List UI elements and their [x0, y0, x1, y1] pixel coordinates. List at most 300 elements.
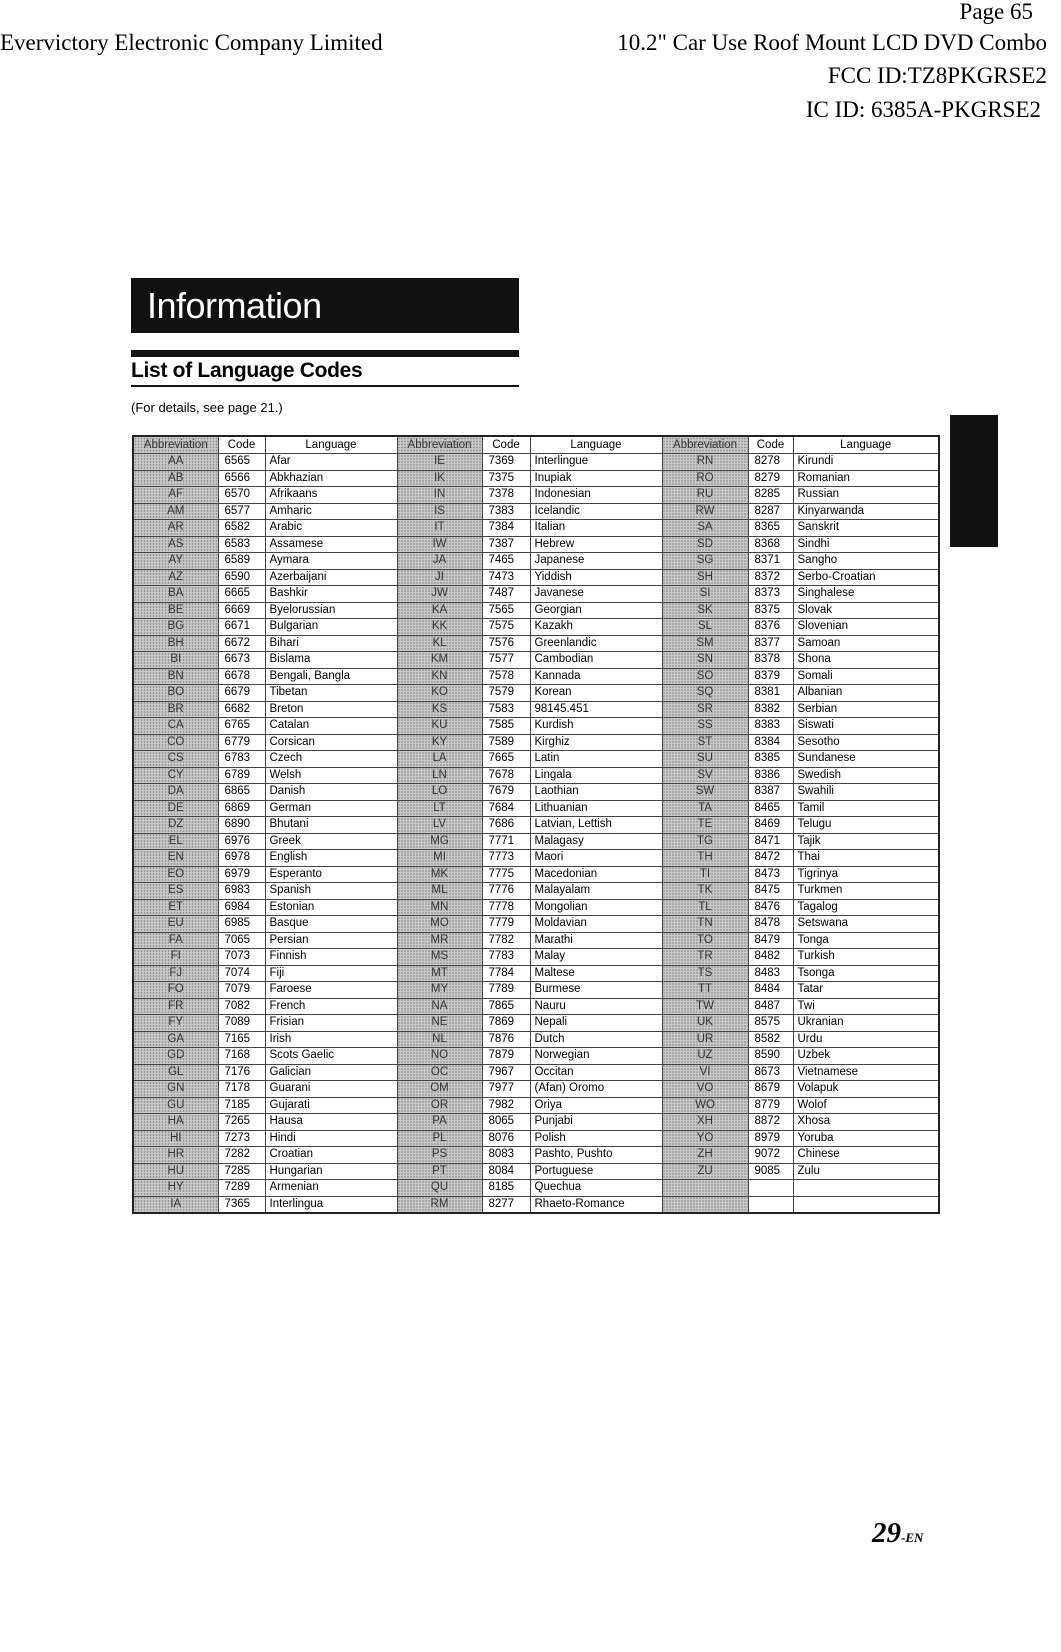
code-cell: 8476	[748, 899, 793, 916]
language-cell: Serbian	[793, 701, 939, 718]
abbreviation-cell: GL	[133, 1064, 218, 1081]
table-row	[133, 1048, 939, 1065]
language-cell: Interlingue	[530, 454, 662, 471]
fcc-id: FCC ID:TZ8PKGRSE2	[827, 63, 1047, 88]
abbreviation-cell: LT	[397, 800, 482, 817]
abbreviation-cell: MN	[397, 899, 482, 916]
language-cell: Javanese	[530, 586, 662, 603]
abbreviation-cell: KS	[397, 701, 482, 718]
code-cell: 6984	[218, 899, 265, 916]
abbreviation-cell: CA	[133, 718, 218, 735]
code-cell: 7783	[482, 949, 530, 966]
abbreviation-cell: KY	[397, 734, 482, 751]
abbreviation-cell: KU	[397, 718, 482, 735]
code-cell: 6682	[218, 701, 265, 718]
code-cell: 6765	[218, 718, 265, 735]
language-cell: Guarani	[265, 1081, 397, 1098]
code-cell: 7782	[482, 932, 530, 949]
language-cell: Siswati	[793, 718, 939, 735]
abbreviation-cell: EU	[133, 916, 218, 933]
code-cell: 7074	[218, 965, 265, 982]
table-row	[133, 1031, 939, 1048]
abbreviation-cell: FJ	[133, 965, 218, 982]
table-row	[133, 965, 939, 982]
language-cell: Greenlandic	[530, 635, 662, 652]
abbreviation-cell: BG	[133, 619, 218, 636]
language-cell: Shona	[793, 652, 939, 669]
language-cell: Sundanese	[793, 751, 939, 768]
abbreviation-cell: RN	[662, 454, 748, 471]
abbreviation-cell: KL	[397, 635, 482, 652]
code-cell: 6783	[218, 751, 265, 768]
code-cell: 7273	[218, 1130, 265, 1147]
abbreviation-cell: FR	[133, 998, 218, 1015]
language-cell: Aymara	[265, 553, 397, 570]
code-cell: 8287	[748, 503, 793, 520]
abbreviation-cell: AA	[133, 454, 218, 471]
code-cell: 7282	[218, 1147, 265, 1164]
code-cell: 8375	[748, 602, 793, 619]
language-cell: Kirghiz	[530, 734, 662, 751]
abbreviation-cell: ZU	[662, 1163, 748, 1180]
code-cell: 8385	[748, 751, 793, 768]
code-cell: 8483	[748, 965, 793, 982]
code-cell: 6590	[218, 569, 265, 586]
abbreviation-cell: KN	[397, 668, 482, 685]
code-cell: 6566	[218, 470, 265, 487]
language-cell: Yiddish	[530, 569, 662, 586]
abbreviation-cell: AF	[133, 487, 218, 504]
abbreviation-cell: AY	[133, 553, 218, 570]
section-underline	[131, 385, 519, 387]
language-cell: Indonesian	[530, 487, 662, 504]
language-cell: Danish	[265, 784, 397, 801]
language-cell: Icelandic	[530, 503, 662, 520]
footer-page-number-value: 29	[872, 1517, 901, 1549]
column-header-abbreviation: Abbreviation	[662, 436, 748, 454]
code-cell: 6678	[218, 668, 265, 685]
side-thumb-tab	[950, 415, 998, 547]
code-cell: 8365	[748, 520, 793, 537]
abbreviation-cell: TE	[662, 817, 748, 834]
abbreviation-cell: GN	[133, 1081, 218, 1098]
code-cell: 7178	[218, 1081, 265, 1098]
abbreviation-cell: DA	[133, 784, 218, 801]
code-cell: 7565	[482, 602, 530, 619]
abbreviation-cell: TG	[662, 833, 748, 850]
code-cell: 7578	[482, 668, 530, 685]
language-cell: Portuguese	[530, 1163, 662, 1180]
page-label: Page	[959, 0, 1005, 24]
language-cell: Hindi	[265, 1130, 397, 1147]
language-cell: Burmese	[530, 982, 662, 999]
table-row	[133, 685, 939, 702]
table-row	[133, 569, 939, 586]
table-row	[133, 833, 939, 850]
code-cell: 7383	[482, 503, 530, 520]
table-row	[133, 454, 939, 471]
abbreviation-cell: TR	[662, 949, 748, 966]
table-row	[133, 503, 939, 520]
table-row	[133, 1130, 939, 1147]
abbreviation-cell: TK	[662, 883, 748, 900]
code-cell: 6669	[218, 602, 265, 619]
language-cell: Malagasy	[530, 833, 662, 850]
abbreviation-cell: DZ	[133, 817, 218, 834]
language-cell: Bulgarian	[265, 619, 397, 636]
language-cell: Maltese	[530, 965, 662, 982]
abbreviation-cell: BO	[133, 685, 218, 702]
code-cell: 7487	[482, 586, 530, 603]
abbreviation-cell: BE	[133, 602, 218, 619]
code-cell: 7369	[482, 454, 530, 471]
company-name: Evervictory Electronic Company Limited	[0, 30, 383, 55]
code-cell: 6570	[218, 487, 265, 504]
table-row	[133, 932, 939, 949]
abbreviation-cell: FO	[133, 982, 218, 999]
language-cell: 98145.451	[530, 701, 662, 718]
code-cell: 8673	[748, 1064, 793, 1081]
code-cell: 7678	[482, 767, 530, 784]
code-cell: 7579	[482, 685, 530, 702]
language-cell: Telugu	[793, 817, 939, 834]
code-cell: 6665	[218, 586, 265, 603]
column-header-abbreviation: Abbreviation	[133, 436, 218, 454]
language-cell: Bashkir	[265, 586, 397, 603]
code-cell: 8387	[748, 784, 793, 801]
column-header-code: Code	[218, 436, 265, 454]
language-cell: Nepali	[530, 1015, 662, 1032]
abbreviation-cell: SD	[662, 536, 748, 553]
language-cell: Sesotho	[793, 734, 939, 751]
section-title: List of Language Codes	[131, 359, 363, 382]
language-cell: Kurdish	[530, 718, 662, 735]
code-cell: 6565	[218, 454, 265, 471]
abbreviation-cell: LN	[397, 767, 482, 784]
ic-id: IC ID: 6385A-PKGRSE2	[805, 97, 1041, 122]
code-cell: 6583	[218, 536, 265, 553]
abbreviation-cell: RO	[662, 470, 748, 487]
language-cell: Mongolian	[530, 899, 662, 916]
language-cell: Kinyarwanda	[793, 503, 939, 520]
abbreviation-cell: UR	[662, 1031, 748, 1048]
abbreviation-cell: RM	[397, 1196, 482, 1213]
table-row	[133, 916, 939, 933]
code-cell: 6976	[218, 833, 265, 850]
language-cell: Uzbek	[793, 1048, 939, 1065]
table-row	[133, 470, 939, 487]
abbreviation-cell: VO	[662, 1081, 748, 1098]
abbreviation-cell: AZ	[133, 569, 218, 586]
language-cell	[793, 1196, 939, 1213]
language-cell: Tagalog	[793, 899, 939, 916]
language-cell: Galician	[265, 1064, 397, 1081]
language-cell: Slovak	[793, 602, 939, 619]
abbreviation-cell: IS	[397, 503, 482, 520]
code-cell: 8383	[748, 718, 793, 735]
abbreviation-cell: MR	[397, 932, 482, 949]
abbreviation-cell: RW	[662, 503, 748, 520]
language-cell: Lingala	[530, 767, 662, 784]
column-header-language: Language	[530, 436, 662, 454]
language-cell: Tatar	[793, 982, 939, 999]
table-row	[133, 734, 939, 751]
abbreviation-cell: HA	[133, 1114, 218, 1131]
table-row	[133, 751, 939, 768]
language-cell: Irish	[265, 1031, 397, 1048]
language-cell: Kazakh	[530, 619, 662, 636]
code-cell: 7982	[482, 1097, 530, 1114]
table-row	[133, 701, 939, 718]
abbreviation-cell: CS	[133, 751, 218, 768]
abbreviation-cell: PL	[397, 1130, 482, 1147]
details-note: (For details, see page 21.)	[131, 400, 283, 415]
table-row	[133, 619, 939, 636]
code-cell: 7773	[482, 850, 530, 867]
column-header-code: Code	[482, 436, 530, 454]
code-cell: 7165	[218, 1031, 265, 1048]
abbreviation-cell: TI	[662, 866, 748, 883]
abbreviation-cell: TO	[662, 932, 748, 949]
table-row	[133, 586, 939, 603]
code-cell: 7375	[482, 470, 530, 487]
code-cell: 7879	[482, 1048, 530, 1065]
column-header-language: Language	[265, 436, 397, 454]
table-row	[133, 784, 939, 801]
abbreviation-cell: TL	[662, 899, 748, 916]
abbreviation-cell: HY	[133, 1180, 218, 1197]
table-row	[133, 850, 939, 867]
code-cell: 7065	[218, 932, 265, 949]
abbreviation-cell: VI	[662, 1064, 748, 1081]
table-body	[133, 454, 939, 1214]
abbreviation-cell: MI	[397, 850, 482, 867]
code-cell: 7387	[482, 536, 530, 553]
language-cell: Basque	[265, 916, 397, 933]
code-cell: 7789	[482, 982, 530, 999]
column-header-abbreviation: Abbreviation	[397, 436, 482, 454]
language-cell: Singhalese	[793, 586, 939, 603]
abbreviation-cell: JW	[397, 586, 482, 603]
code-cell: 8575	[748, 1015, 793, 1032]
abbreviation-cell: MT	[397, 965, 482, 982]
table-row	[133, 1196, 939, 1213]
language-cell: Setswana	[793, 916, 939, 933]
language-cell: Hausa	[265, 1114, 397, 1131]
abbreviation-cell: BH	[133, 635, 218, 652]
code-cell: 8185	[482, 1180, 530, 1197]
table-header-row	[133, 436, 939, 454]
language-cell: Sanskrit	[793, 520, 939, 537]
language-cell: Serbo-Croatian	[793, 569, 939, 586]
abbreviation-cell: BA	[133, 586, 218, 603]
abbreviation-cell: SO	[662, 668, 748, 685]
code-cell: 8679	[748, 1081, 793, 1098]
code-cell: 6779	[218, 734, 265, 751]
abbreviation-cell: HU	[133, 1163, 218, 1180]
abbreviation-cell: GD	[133, 1048, 218, 1065]
table-row	[133, 949, 939, 966]
table-row	[133, 1097, 939, 1114]
language-cell: Croatian	[265, 1147, 397, 1164]
code-cell: 7679	[482, 784, 530, 801]
abbreviation-cell: SH	[662, 569, 748, 586]
abbreviation-cell: NE	[397, 1015, 482, 1032]
code-cell: 9085	[748, 1163, 793, 1180]
abbreviation-cell: RU	[662, 487, 748, 504]
code-cell: 9072	[748, 1147, 793, 1164]
language-cell: Tamil	[793, 800, 939, 817]
language-cell	[793, 1180, 939, 1197]
language-cell: Byelorussian	[265, 602, 397, 619]
code-cell: 7378	[482, 487, 530, 504]
language-cell: Norwegian	[530, 1048, 662, 1065]
language-cell: Quechua	[530, 1180, 662, 1197]
language-cell: Slovenian	[793, 619, 939, 636]
section-rule	[131, 350, 519, 357]
table-row	[133, 602, 939, 619]
code-cell: 8379	[748, 668, 793, 685]
code-cell: 8482	[748, 949, 793, 966]
abbreviation-cell: IT	[397, 520, 482, 537]
abbreviation-cell: EO	[133, 866, 218, 883]
code-cell: 7384	[482, 520, 530, 537]
abbreviation-cell: SV	[662, 767, 748, 784]
code-cell: 8386	[748, 767, 793, 784]
language-cell: Afar	[265, 454, 397, 471]
language-cell: Tajik	[793, 833, 939, 850]
code-cell: 6978	[218, 850, 265, 867]
code-cell: 8378	[748, 652, 793, 669]
language-cell: Fiji	[265, 965, 397, 982]
code-cell: 7168	[218, 1048, 265, 1065]
code-cell: 8368	[748, 536, 793, 553]
language-cell: Latvian, Lettish	[530, 817, 662, 834]
language-cell: Welsh	[265, 767, 397, 784]
code-cell: 8285	[748, 487, 793, 504]
code-cell: 7779	[482, 916, 530, 933]
code-cell: 8076	[482, 1130, 530, 1147]
abbreviation-cell: PA	[397, 1114, 482, 1131]
code-cell: 7876	[482, 1031, 530, 1048]
language-cell: Spanish	[265, 883, 397, 900]
abbreviation-cell: MS	[397, 949, 482, 966]
code-cell: 7589	[482, 734, 530, 751]
language-cell: Turkish	[793, 949, 939, 966]
abbreviation-cell: TH	[662, 850, 748, 867]
code-cell: 7073	[218, 949, 265, 966]
code-cell: 7577	[482, 652, 530, 669]
code-cell: 7082	[218, 998, 265, 1015]
code-cell: 7583	[482, 701, 530, 718]
code-cell: 7089	[218, 1015, 265, 1032]
code-cell: 6671	[218, 619, 265, 636]
language-cell: Armenian	[265, 1180, 397, 1197]
abbreviation-cell	[662, 1180, 748, 1197]
language-codes-table	[132, 435, 940, 1214]
language-cell: Volapuk	[793, 1081, 939, 1098]
language-cell: Estonian	[265, 899, 397, 916]
code-cell: 7289	[218, 1180, 265, 1197]
abbreviation-cell: KK	[397, 619, 482, 636]
table-row	[133, 668, 939, 685]
language-cell: Bhutani	[265, 817, 397, 834]
page-number-value: 65	[1010, 0, 1033, 24]
language-cell: Thai	[793, 850, 939, 867]
code-cell: 7967	[482, 1064, 530, 1081]
code-cell: 8381	[748, 685, 793, 702]
abbreviation-cell: SQ	[662, 685, 748, 702]
language-cell: Korean	[530, 685, 662, 702]
code-cell: 8278	[748, 454, 793, 471]
table-row	[133, 1114, 939, 1131]
language-cell: Dutch	[530, 1031, 662, 1048]
abbreviation-cell: HI	[133, 1130, 218, 1147]
code-cell: 7465	[482, 553, 530, 570]
language-cell: Somali	[793, 668, 939, 685]
language-cell: Laothian	[530, 784, 662, 801]
language-cell: Wolof	[793, 1097, 939, 1114]
language-cell: Zulu	[793, 1163, 939, 1180]
abbreviation-cell: SW	[662, 784, 748, 801]
code-cell: 8779	[748, 1097, 793, 1114]
table-row	[133, 1180, 939, 1197]
code-cell	[748, 1180, 793, 1197]
code-cell: 8373	[748, 586, 793, 603]
language-cell: Russian	[793, 487, 939, 504]
language-cell: Hungarian	[265, 1163, 397, 1180]
code-cell: 8472	[748, 850, 793, 867]
language-cell: Turkmen	[793, 883, 939, 900]
abbreviation-cell: SK	[662, 602, 748, 619]
code-cell: 8479	[748, 932, 793, 949]
code-cell	[748, 1196, 793, 1213]
table-row	[133, 652, 939, 669]
language-cell: Afrikaans	[265, 487, 397, 504]
language-cell: Romanian	[793, 470, 939, 487]
abbreviation-cell: CO	[133, 734, 218, 751]
code-cell: 6589	[218, 553, 265, 570]
language-cell: Rhaeto-Romance	[530, 1196, 662, 1213]
language-cell: Sangho	[793, 553, 939, 570]
abbreviation-cell: IN	[397, 487, 482, 504]
table-row	[133, 487, 939, 504]
language-cell: Oriya	[530, 1097, 662, 1114]
code-cell: 8376	[748, 619, 793, 636]
code-cell: 8277	[482, 1196, 530, 1213]
code-cell: 8979	[748, 1130, 793, 1147]
code-cell: 8083	[482, 1147, 530, 1164]
table-row	[133, 718, 939, 735]
abbreviation-cell: HR	[133, 1147, 218, 1164]
code-cell: 8465	[748, 800, 793, 817]
code-cell: 6582	[218, 520, 265, 537]
code-cell: 7771	[482, 833, 530, 850]
code-cell: 7585	[482, 718, 530, 735]
code-cell: 7176	[218, 1064, 265, 1081]
table-row	[133, 536, 939, 553]
code-cell: 7665	[482, 751, 530, 768]
abbreviation-cell: NA	[397, 998, 482, 1015]
language-cell: Marathi	[530, 932, 662, 949]
code-cell: 8377	[748, 635, 793, 652]
code-cell: 6979	[218, 866, 265, 883]
product-title: 10.2" Car Use Roof Mount LCD DVD Combo	[617, 30, 1047, 55]
abbreviation-cell: FA	[133, 932, 218, 949]
abbreviation-cell: BR	[133, 701, 218, 718]
language-cell: German	[265, 800, 397, 817]
table-row	[133, 1163, 939, 1180]
